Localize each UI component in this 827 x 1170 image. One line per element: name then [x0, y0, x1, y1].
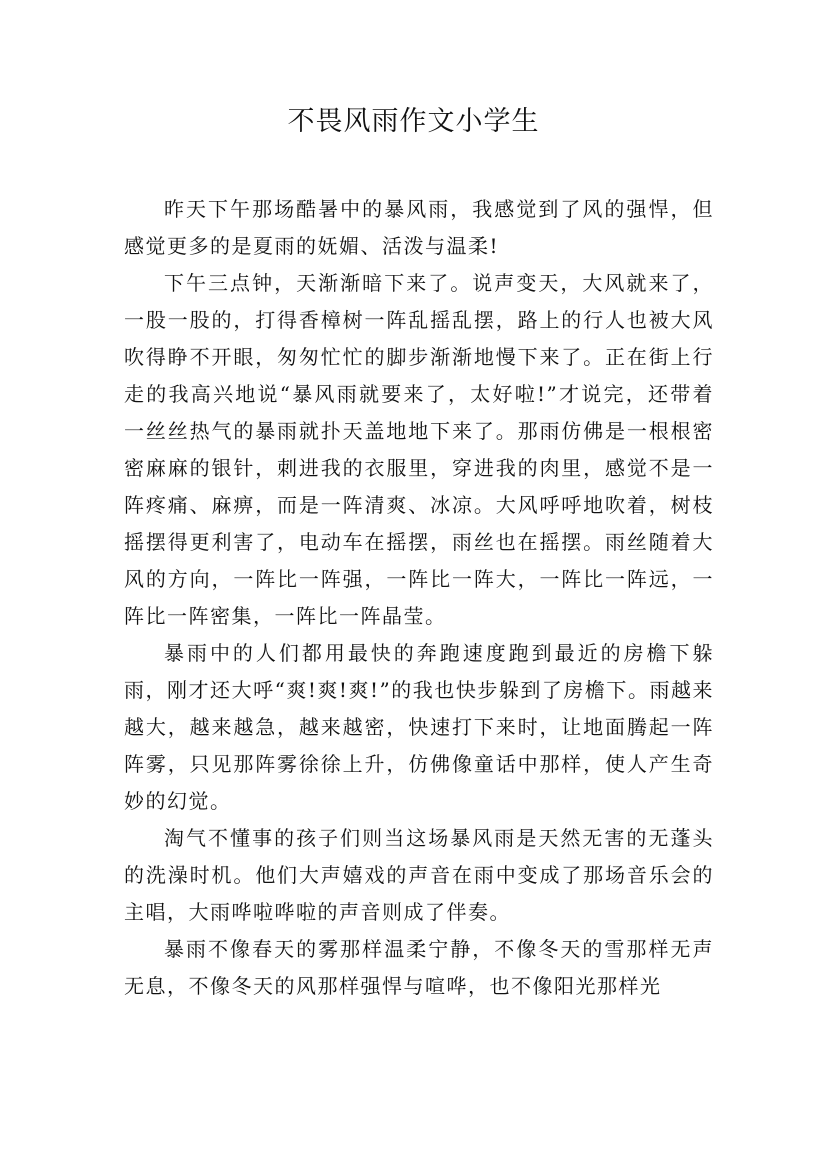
document-body — [124, 191, 714, 1005]
document-title: 不畏风雨作文小学生 — [287, 106, 540, 137]
paragraph: 下午三点钟，天渐渐暗下来了。说声变天，大风就来了，一股一股的，打得香樟树一阵乱摇乱摆，路上的行人也被大风吹得睁不开眼，匆匆忙忙的脚步渐渐地慢下来了。正在街上行走的我高兴地说“暴风雨就要来了，太好啦!”才说完，还带着一丝丝热气的暴雨就扑天盖地地下来了。那雨仿佛是一根根密密麻麻的银针，刺进我的衣服里，穿进我的肉里，感觉不是一阵疼痛、麻痹，而是一阵清爽、冰凉。大风呼呼地吹着，树枝摇摆得更利害了，电动车在摇摆，雨丝也在摇摆。雨丝随着大风的方向，一阵比一阵强，一阵比一阵大，一阵比一阵远，一阵比一阵密集，一阵比一阵晶莹。 — [124, 271, 714, 628]
paragraph: 昨天下午那场酷暑中的暴风雨，我感觉到了风的强悍，但感觉更多的是夏雨的妩媚、活泼与温柔! — [124, 197, 714, 258]
paragraph: 暴雨不像春天的雾那样温柔宁静，不像冬天的雪那样无声无息，不像冬天的风那样强悍与喧哗，也不像阳光那样光 — [124, 937, 714, 998]
paragraph: 淘气不懂事的孩子们则当这场暴风雨是天然无害的无蓬头的洗澡时机。他们大声嬉戏的声音在雨中变成了那场音乐会的主唱，大雨哗啦哗啦的声音则成了伴奏。 — [124, 826, 714, 924]
paragraph: 暴雨中的人们都用最快的奔跑速度跑到最近的房檐下躲雨，刚才还大呼“爽!爽!爽!”的我也快步躲到了房檐下。雨越来越大，越来越急，越来越密，快速打下来时，让地面腾起一阵阵雾，只见那阵雾徐徐上升，仿佛像童话中那样，使人产生奇妙的幻觉。 — [124, 641, 714, 813]
